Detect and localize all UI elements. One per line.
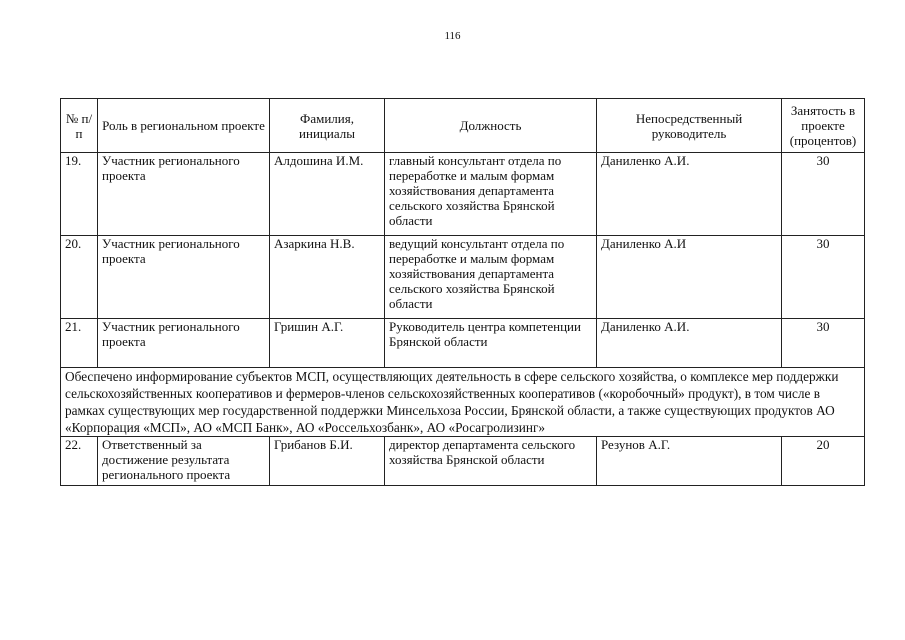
row-number: 20. — [61, 236, 98, 319]
row-manager: Даниленко А.И. — [597, 153, 782, 236]
header-manager: Непосредственный руководитель — [597, 99, 782, 153]
row-percent: 30 — [782, 236, 865, 319]
table-header-row — [61, 99, 865, 153]
header-percent: Занятость в проекте (процентов) — [782, 99, 865, 153]
row-percent: 20 — [782, 437, 865, 486]
header-number: № п/п — [61, 99, 98, 153]
row-manager: Резунов А.Г. — [597, 437, 782, 486]
table-row — [61, 437, 865, 486]
row-number: 21. — [61, 319, 98, 368]
header-role: Роль в региональном проекте — [98, 99, 270, 153]
row-number: 19. — [61, 153, 98, 236]
table-row — [61, 319, 865, 368]
row-percent: 30 — [782, 319, 865, 368]
row-position: директор департамента сельского хозяйства Брянской области — [385, 437, 597, 486]
table-row — [61, 236, 865, 319]
project-participants-table — [60, 98, 865, 486]
section-row — [61, 368, 865, 437]
header-position: Должность — [385, 99, 597, 153]
table-row — [61, 153, 865, 236]
row-percent: 30 — [782, 153, 865, 236]
row-position: ведущий консультант отдела по переработке и малым формам хозяйствования департамента сельского хозяйства Брянской области — [385, 236, 597, 319]
row-name: Алдошина И.М. — [270, 153, 385, 236]
row-role: Ответственный за достижение результата регионального проекта — [98, 437, 270, 486]
row-position: главный консультант отдела по переработке и малым формам хозяйствования департамента сельского хозяйства Брянской области — [385, 153, 597, 236]
row-manager: Даниленко А.И — [597, 236, 782, 319]
row-role: Участник регионального проекта — [98, 319, 270, 368]
row-manager: Даниленко А.И. — [597, 319, 782, 368]
header-name: Фамилия, инициалы — [270, 99, 385, 153]
row-name: Грибанов Б.И. — [270, 437, 385, 486]
row-name: Азаркина Н.В. — [270, 236, 385, 319]
section-description: Обеспечено информирование субъектов МСП, осуществляющих деятельность в сфере сельского хозяйства, о комплексе мер поддержки сельскохозяйственных кооперативов и фермеров-членов сельскохозяйственных кооперативов («коробочный» продукт), в том числе в рамках существующих мер государственной поддержки Минсельхоза России, Брянской области, а также существующих продуктов АО «Корпорация «МСП», АО «МСП Банк», АО «Россельхозбанк», АО «Росагролизинг» — [61, 368, 865, 437]
row-position: Руководитель центра компетенции Брянской области — [385, 319, 597, 368]
row-role: Участник регионального проекта — [98, 153, 270, 236]
row-role: Участник регионального проекта — [98, 236, 270, 319]
row-name: Гришин А.Г. — [270, 319, 385, 368]
row-number: 22. — [61, 437, 98, 486]
page-number: 116 — [444, 30, 461, 42]
